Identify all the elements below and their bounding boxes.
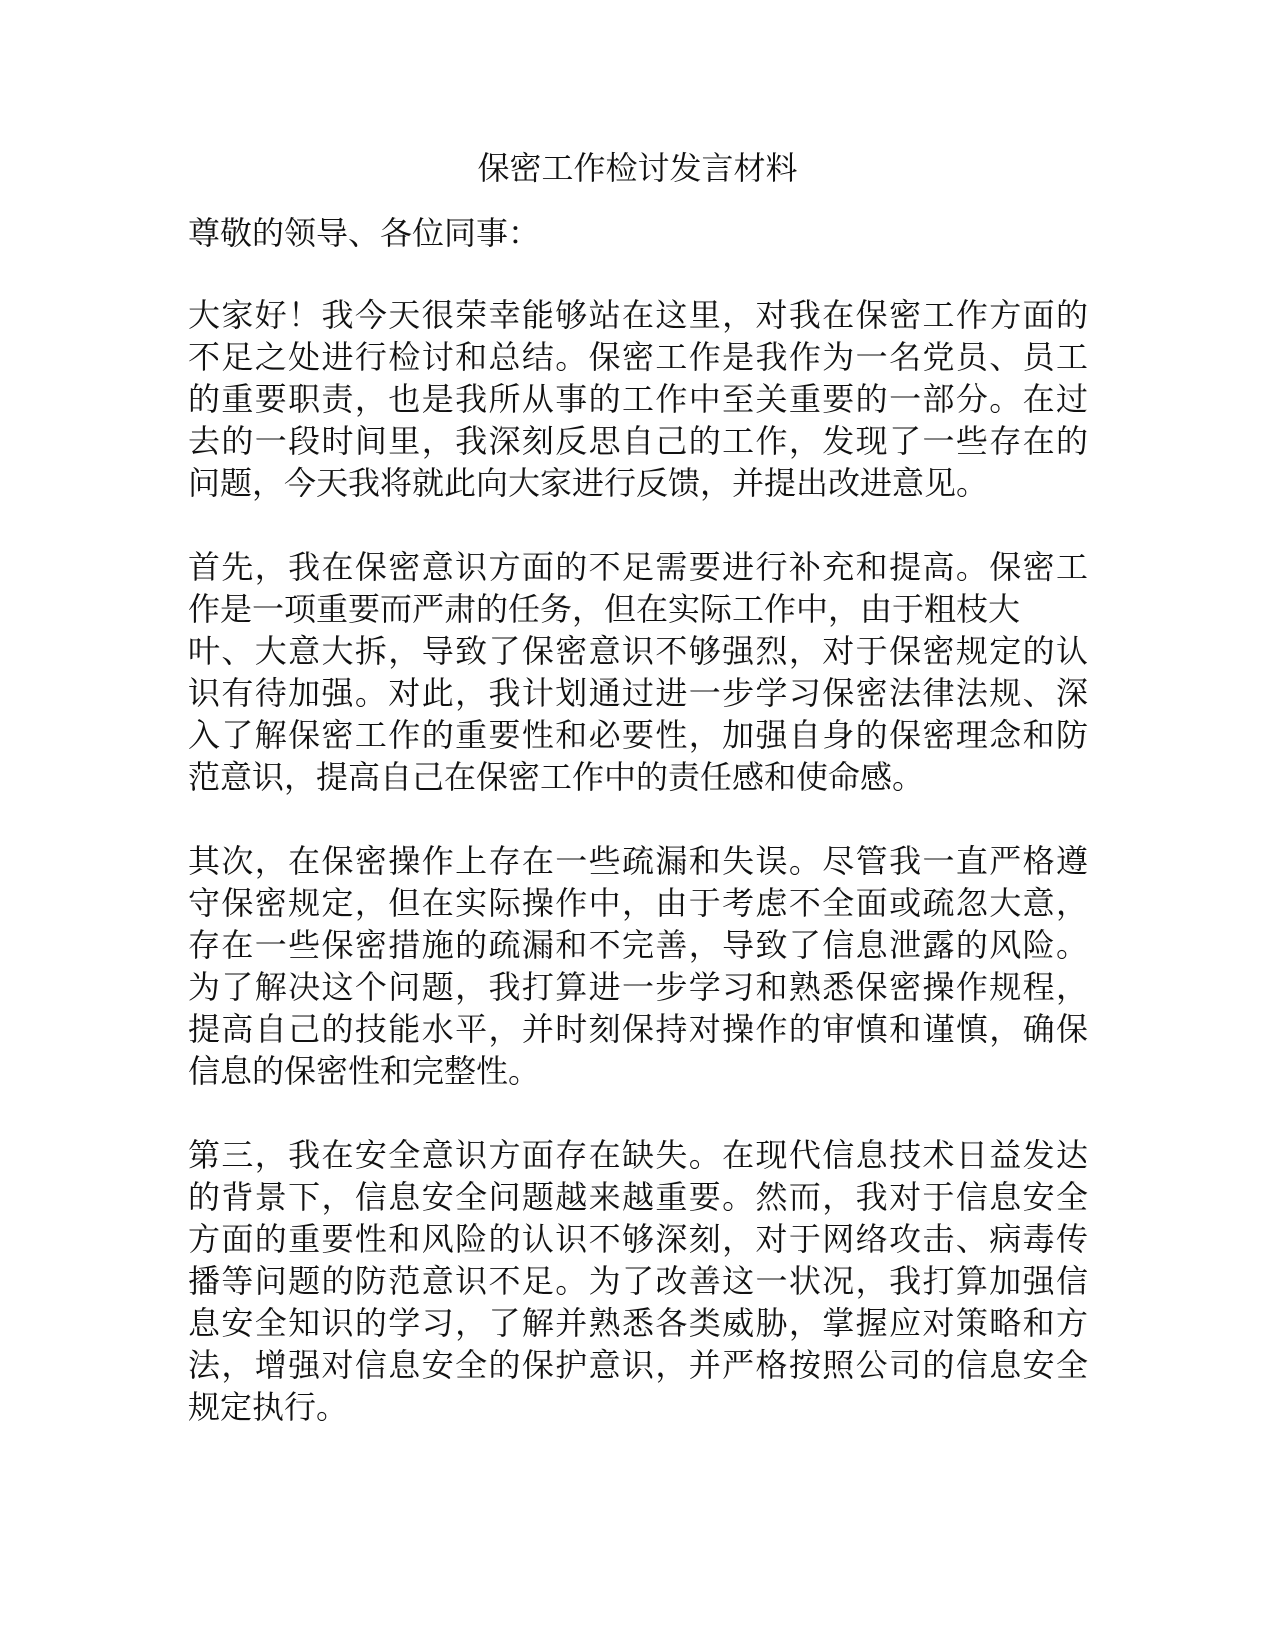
- paragraph-line: 识有待加强。对此，我计划通过进一步学习保密法律法规、深: [188, 674, 1088, 712]
- paragraph-line: 为了解决这个问题，我打算进一步学习和熟悉保密操作规程，: [188, 968, 1088, 1006]
- paragraph-line: 大家好！我今天很荣幸能够站在这里，对我在保密工作方面的: [188, 296, 1088, 334]
- paragraph-line: 作是一项重要而严肃的任务，但在实际工作中，由于粗枝大: [188, 590, 1021, 628]
- paragraph-line: 法，增强对信息安全的保护意识，并严格按照公司的信息安全: [188, 1346, 1088, 1384]
- paragraph-line: 范意识，提高自己在保密工作中的责任感和使命感。: [188, 758, 925, 796]
- paragraph-4: [188, 1134, 1088, 1428]
- paragraph-line: 不足之处进行检讨和总结。保密工作是我作为一名党员、员工: [188, 338, 1088, 376]
- paragraph-line: 其次，在保密操作上存在一些疏漏和失误。尽管我一直严格遵: [188, 842, 1088, 880]
- paragraph-1: [188, 294, 1088, 504]
- document-title: 保密工作检讨发言材料: [477, 149, 798, 187]
- paragraph-line: 首先，我在保密意识方面的不足需要进行补充和提高。保密工: [188, 548, 1088, 586]
- paragraph-line: 提高自己的技能水平，并时刻保持对操作的审慎和谨慎，确保: [188, 1010, 1088, 1048]
- paragraph-line: 去的一段时间里，我深刻反思自己的工作，发现了一些存在的: [188, 422, 1088, 460]
- salutation: 尊敬的领导、各位同事：: [188, 214, 541, 252]
- paragraph-line: 播等问题的防范意识不足。为了改善这一状况，我打算加强信: [188, 1262, 1088, 1300]
- paragraph-line: 叶、大意大拆，导致了保密意识不够强烈，对于保密规定的认: [188, 632, 1088, 670]
- paragraph-line: 方面的重要性和风险的认识不够深刻，对于网络攻击、病毒传: [188, 1220, 1088, 1258]
- document-body: [188, 212, 1088, 1470]
- paragraph-line: 的背景下，信息安全问题越来越重要。然而，我对于信息安全: [188, 1178, 1088, 1216]
- paragraph-line: 规定执行。: [188, 1388, 349, 1426]
- paragraph-2: [188, 546, 1088, 798]
- paragraph-line: 存在一些保密措施的疏漏和不完善，导致了信息泄露的风险。: [188, 926, 1088, 964]
- paragraph-line: 入了解保密工作的重要性和必要性，加强自身的保密理念和防: [188, 716, 1088, 754]
- paragraph-3: [188, 840, 1088, 1092]
- paragraph-line: 信息的保密性和完整性。: [188, 1052, 541, 1090]
- paragraph-line: 问题，今天我将就此向大家进行反馈，并提出改进意见。: [188, 464, 989, 502]
- paragraph-line: 息安全知识的学习，了解并熟悉各类威胁，掌握应对策略和方: [188, 1304, 1088, 1342]
- paragraph-line: 第三，我在安全意识方面存在缺失。在现代信息技术日益发达: [188, 1136, 1088, 1174]
- paragraph-line: 守保密规定，但在实际操作中，由于考虑不全面或疏忽大意，: [188, 884, 1088, 922]
- paragraph-line: 的重要职责，也是我所从事的工作中至关重要的一部分。在过: [188, 380, 1088, 418]
